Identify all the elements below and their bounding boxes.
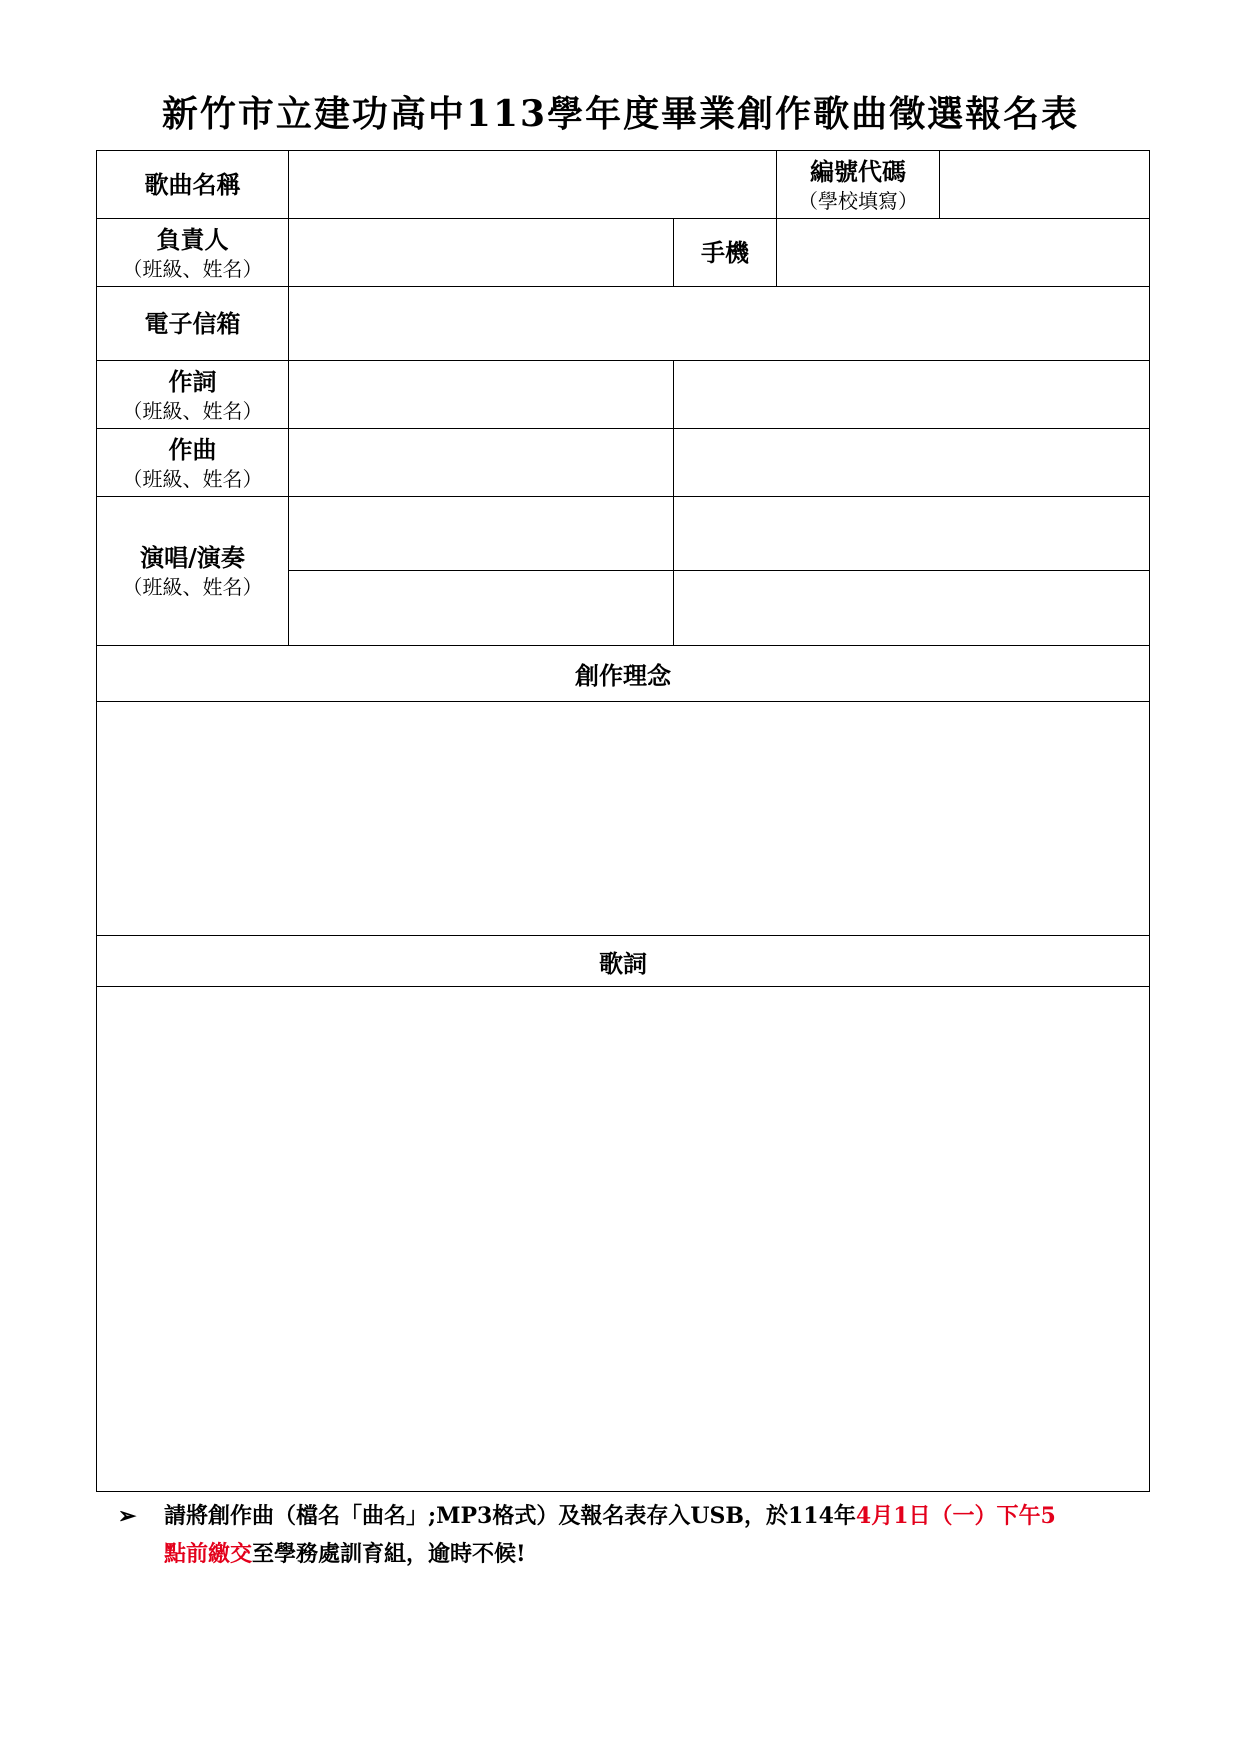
song-name-label: 歌曲名稱 [97,151,289,219]
lyrics-textarea[interactable] [97,987,1150,1492]
submission-note [118,1497,1168,1573]
mobile-label: 手機 [674,219,777,287]
composer-label: 作曲 （班級、姓名） [97,429,289,497]
mobile-input[interactable] [777,219,1150,287]
lyricist-input-2[interactable] [674,361,1150,429]
serial-code-input[interactable] [940,151,1150,219]
lyricist-label: 作詞 （班級、姓名） [97,361,289,429]
registration-form-table [96,150,1150,1492]
performer-label: 演唱/演奏 （班級、姓名） [97,497,289,646]
note-text-2: 至學務處訓育組，逾時不候! [252,1541,526,1567]
concept-header: 創作理念 [97,646,1150,702]
performer-input-1[interactable] [289,497,674,571]
performer-input-3[interactable] [289,571,674,646]
note-deadline-time: 點前繳交 [164,1541,253,1567]
leader-label: 負責人 （班級、姓名） [97,219,289,287]
email-label: 電子信箱 [97,287,289,361]
email-input[interactable] [289,287,1150,361]
song-name-input[interactable] [289,151,777,219]
concept-textarea[interactable] [97,702,1150,936]
arrow-bullet-icon: ➢ [118,1503,137,1529]
performer-input-2[interactable] [674,497,1150,571]
lyricist-input-1[interactable] [289,361,674,429]
note-text-1: 請將創作曲（檔名「曲名」;MP3格式）及報名表存入USB，於114年 [164,1503,856,1529]
page-title: 新竹市立建功高中113學年度畢業創作歌曲徵選報名表 [161,93,1080,135]
composer-input-2[interactable] [674,429,1150,497]
note-deadline-date: 4月1日（一）下午5 [855,1503,1056,1529]
lyrics-header: 歌詞 [97,936,1150,987]
performer-input-4[interactable] [674,571,1150,646]
serial-code-label: 編號代碼 （學校填寫） [777,151,940,219]
composer-input-1[interactable] [289,429,674,497]
leader-input[interactable] [289,219,674,287]
